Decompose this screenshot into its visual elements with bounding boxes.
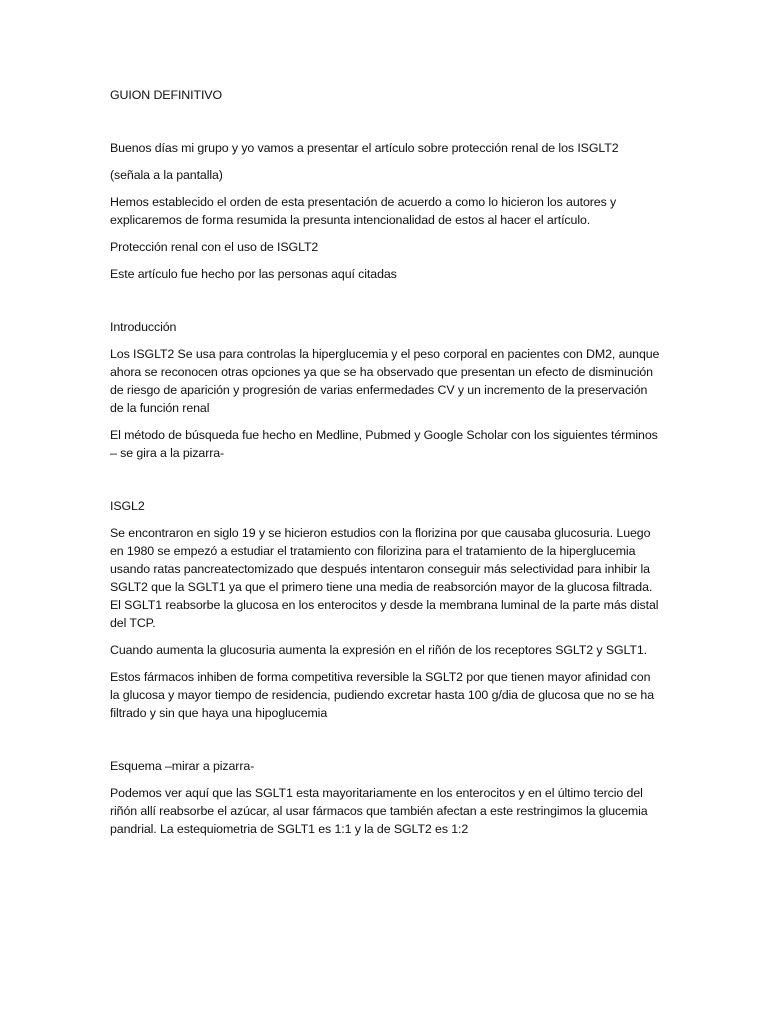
introduccion-paragraph: Los ISGLT2 Se usa para controlas la hiperglucemia y el peso corporal en pacientes con DM2, aunque ahora se reconocen otras opciones ya que se ha observado que presentan un efecto de disminución de riesgo de aparición y progresión de varias enfermedades CV y un incremento de la preservación de la función renal: [110, 347, 660, 415]
intro-paragraph-order: Hemos establecido el orden de esta presentación de acuerdo a como lo hicieron los autores y explicaremos de forma resumida la presunta intencionalidad de estos al hacer el artículo.: [110, 195, 617, 227]
isgl2-paragraph: Estos fármacos inhiben de forma competitiva reversible la SGLT2 por que tienen mayor afinidad con la glucosa y mayor tiempo de residencia, pudiendo excretar hasta 100 g/dia de glucosa que no se ha filtrado y sin que haya una hipoglucemia: [110, 670, 655, 720]
isgl2-paragraph: Se encontraron en siglo 19 y se hicieron estudios con la florizina por que causaba glucosuria. Luego en 1980 se empezó a estudiar el tratamiento con filorizina para el tratamiento de la hiperglucemia usando ratas pancreatectomizado que después intentaron conseguir más selectividad para inhibir la SGLT2 que la SGLT1 ya que el primero tiene una media de reabsorción mayor de la glucosa filtrada. El SGLT1 reabsorbe la glucosa en los enterocitos y desde la membrana luminal de la parte más distal del TCP.: [110, 526, 659, 630]
section-heading-esquema: Esquema –mirar a pizarra-: [110, 759, 255, 773]
section-heading-isgl2: ISGL2: [110, 499, 145, 513]
esquema-paragraph: Podemos ver aquí que las SGLT1 esta mayoritariamente en los enterocitos y en el último tercio del riñón allí reabsorbe el azúcar, al usar fármacos que también afectan a este restringimos la glucemia pandrial. La estequiometria de SGLT1 es 1:1 y la de SGLT2 es 1:2: [110, 786, 648, 836]
section-heading-introduccion: Introducción: [110, 320, 177, 334]
document-body: [110, 86, 662, 838]
document-title: GUION DEFINITIVO: [110, 88, 222, 102]
intro-paragraph-greeting: Buenos días mi grupo y yo vamos a presentar el artículo sobre protección renal de los ISGLT2: [110, 141, 619, 155]
isgl2-paragraph: Cuando aumenta la glucosuria aumenta la expresión en el riñón de los receptores SGLT2 y SGLT1.: [110, 643, 648, 657]
stage-direction: (señala a la pantalla): [110, 168, 223, 182]
introduccion-paragraph: El método de búsqueda fue hecho en Medline, Pubmed y Google Scholar con los siguientes términos – se gira a la pizarra-: [110, 428, 658, 460]
article-title-line: Protección renal con el uso de ISGLT2: [110, 240, 319, 254]
authors-line: Este artículo fue hecho por las personas aquí citadas: [110, 267, 397, 281]
